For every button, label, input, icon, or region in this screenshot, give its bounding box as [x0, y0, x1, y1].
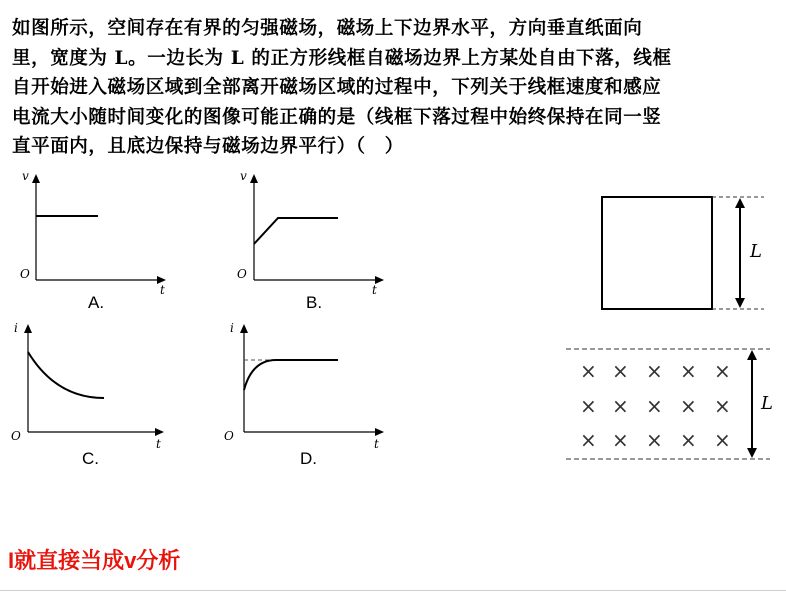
svg-text:×: × — [714, 394, 731, 418]
graph-d-label: D. — [300, 449, 317, 468]
frame-side-label: L — [750, 241, 762, 262]
svg-text:×: × — [680, 394, 697, 418]
question-line-4: 电流大小随时间变化的图像可能正确的是（线框下落过程中始终保持在同一竖 — [12, 106, 662, 128]
svg-text:×: × — [580, 394, 597, 418]
graph-a — [0, 160, 200, 320]
bottom-divider — [0, 590, 786, 591]
graph-a-y-label: v — [22, 169, 29, 183]
svg-text:×: × — [612, 428, 629, 452]
svg-text:×: × — [714, 359, 731, 383]
graph-b-label: B. — [306, 293, 323, 312]
square-frame — [602, 197, 712, 309]
graph-d-origin: O — [224, 429, 234, 443]
graph-c-y-label: i — [14, 321, 18, 335]
graph-c-curve — [28, 352, 104, 398]
graph-b — [220, 160, 420, 320]
graph-a-origin: O — [20, 267, 30, 281]
graph-b-y-label: v — [240, 169, 247, 183]
graph-c-origin: O — [11, 429, 21, 443]
graph-c-x-label: t — [156, 437, 161, 451]
annotation-note: I就直接当成v分析 — [8, 548, 181, 573]
frame-and-field-figure — [560, 185, 786, 475]
graph-d-curve — [244, 360, 338, 390]
question-line-1: 如图所示，空间存在有界的匀强磁场，磁场上下边界水平，方向垂直纸面向 — [12, 18, 643, 39]
svg-text:×: × — [680, 428, 697, 452]
svg-text:×: × — [580, 359, 597, 383]
graph-b-x-label: t — [372, 283, 377, 297]
graph-b-origin: O — [237, 267, 247, 281]
svg-text:×: × — [612, 394, 629, 418]
svg-text:×: × — [646, 359, 663, 383]
graph-d-x-label: t — [374, 437, 379, 451]
graph-b-curve — [254, 218, 338, 244]
question-line-5: 直平面内，且底边保持与磁场边界平行）（ ） — [12, 136, 404, 157]
question-line-3: 自开始进入磁场区域到全部离开磁场区域的过程中，下列关于线框速度和感应 — [12, 77, 662, 98]
graph-a-label: A. — [88, 293, 105, 312]
svg-text:×: × — [580, 428, 597, 452]
graph-c — [0, 318, 200, 478]
graph-c-label: C. — [82, 449, 99, 468]
question-line-2: 里，宽度为 L。一边长为 L 的正方形线框自磁场边界上方某处自由下落，线框 — [12, 47, 672, 69]
graph-a-x-label: t — [160, 283, 165, 297]
question-text — [12, 14, 776, 162]
graph-d — [220, 318, 420, 478]
field-width-label: L — [761, 393, 773, 414]
svg-text:×: × — [646, 428, 663, 452]
svg-text:×: × — [714, 428, 731, 452]
svg-text:×: × — [646, 394, 663, 418]
svg-text:×: × — [612, 359, 629, 383]
svg-text:×: × — [680, 359, 697, 383]
field-crosses — [580, 359, 731, 452]
graph-d-y-label: i — [230, 321, 234, 335]
